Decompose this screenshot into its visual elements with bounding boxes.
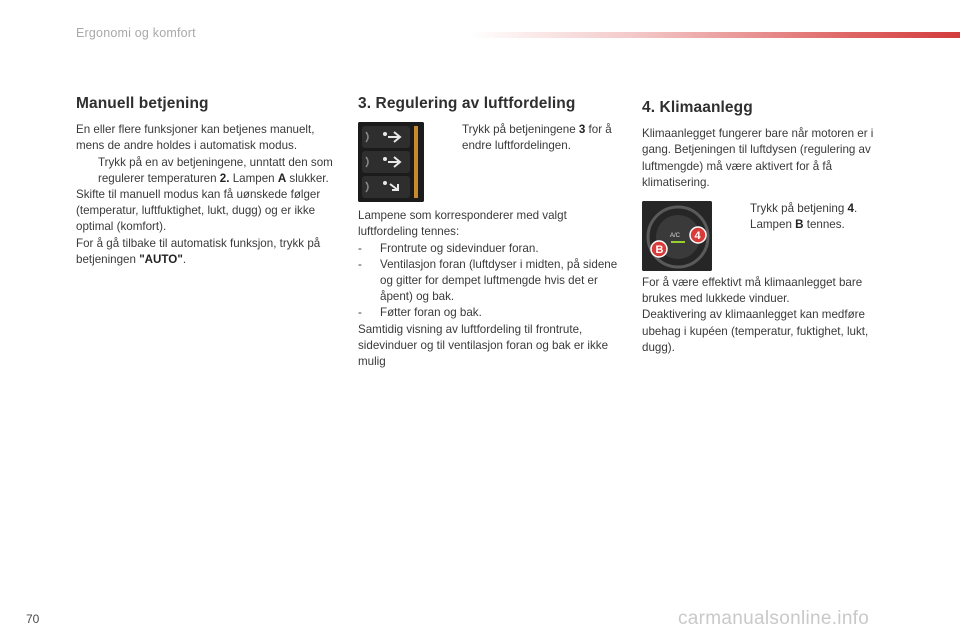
air-distribution-heading: 3. Regulering av luftfordeling: [358, 95, 576, 112]
air-distribution-buttons-image: [358, 122, 424, 202]
distribution-item: - Ventilasjon foran (luftdyser i midten, på sidene og gitter for dempet luftmengde hvis det er åpent) og bak.: [358, 257, 618, 304]
air-distribution-instruction: [358, 122, 624, 202]
ac-button-image: [642, 201, 712, 271]
air-distribution-bullet: Trykk på betjeningene 3 for å endre luftfordelingen.: [462, 123, 612, 153]
air-distribution-section: [358, 96, 624, 370]
lamps-text: Lampene som korresponderer med valgt luftfordeling tennes:: [358, 209, 567, 239]
ac-instruction: [642, 201, 888, 271]
ac-panel-icon: [642, 201, 712, 271]
badge-4: 4: [694, 230, 701, 243]
manual-para-2: Skifte til manuell modus kan få uønskede følger (temperatur, luftfuktighet, lukt, dugg) og er ikke optimal (komfort).: [76, 188, 321, 234]
air-distribution-panel-icon: [358, 122, 424, 202]
ac-para-3: Deaktivering av klimaanlegget kan medføre ubehag i kupéen (temperatur, fuktighet, lukt, dugg).: [642, 308, 869, 354]
ac-bullet: Trykk på betjening 4. Lampen B tennes.: [750, 202, 858, 232]
manual-para-3: For å gå tilbake til automatisk funksjon, trykk på betjeningen "AUTO".: [76, 236, 321, 266]
ac-label: A/C: [670, 233, 681, 240]
page-number: 70: [26, 612, 40, 626]
distribution-summary: Samtidig visning av luftfordeling til frontrute, sidevinduer og til ventilasjon foran og bak er ikke mulig: [358, 322, 609, 369]
manual-operation-heading: Manuell betjening: [76, 95, 209, 112]
ac-para-2: For å være effektivt må klimaanlegget bare brukes med lukkede vinduer.: [642, 276, 863, 306]
distribution-item: - Frontrute og sidevinduer foran.: [358, 241, 539, 255]
distribution-item: - Føtter foran og bak.: [358, 306, 482, 320]
header-accent-bar: [470, 32, 960, 38]
badge-b: B: [655, 244, 664, 257]
air-conditioning-heading: 4. Klimaanlegg: [642, 99, 753, 116]
watermark: carmanualsonline.info: [678, 608, 870, 629]
section-title: Ergonomi og komfort: [76, 26, 196, 40]
manual-intro: En eller flere funksjoner kan betjenes manuelt, mens de andre holdes i automatisk modus.: [76, 123, 315, 153]
manual-operation-section: [76, 96, 338, 268]
air-conditioning-section: [642, 96, 888, 356]
manual-bullet: Trykk på en av betjeningene, unntatt den som regulerer temperaturen 2. Lampen A slukker.: [98, 155, 333, 185]
ac-intro: Klimaanlegget fungerer bare når motoren er i gang. Betjeningen til luftdysen (regulering av luftmengde) må være aktivert for å få klimatisering.: [642, 127, 874, 189]
